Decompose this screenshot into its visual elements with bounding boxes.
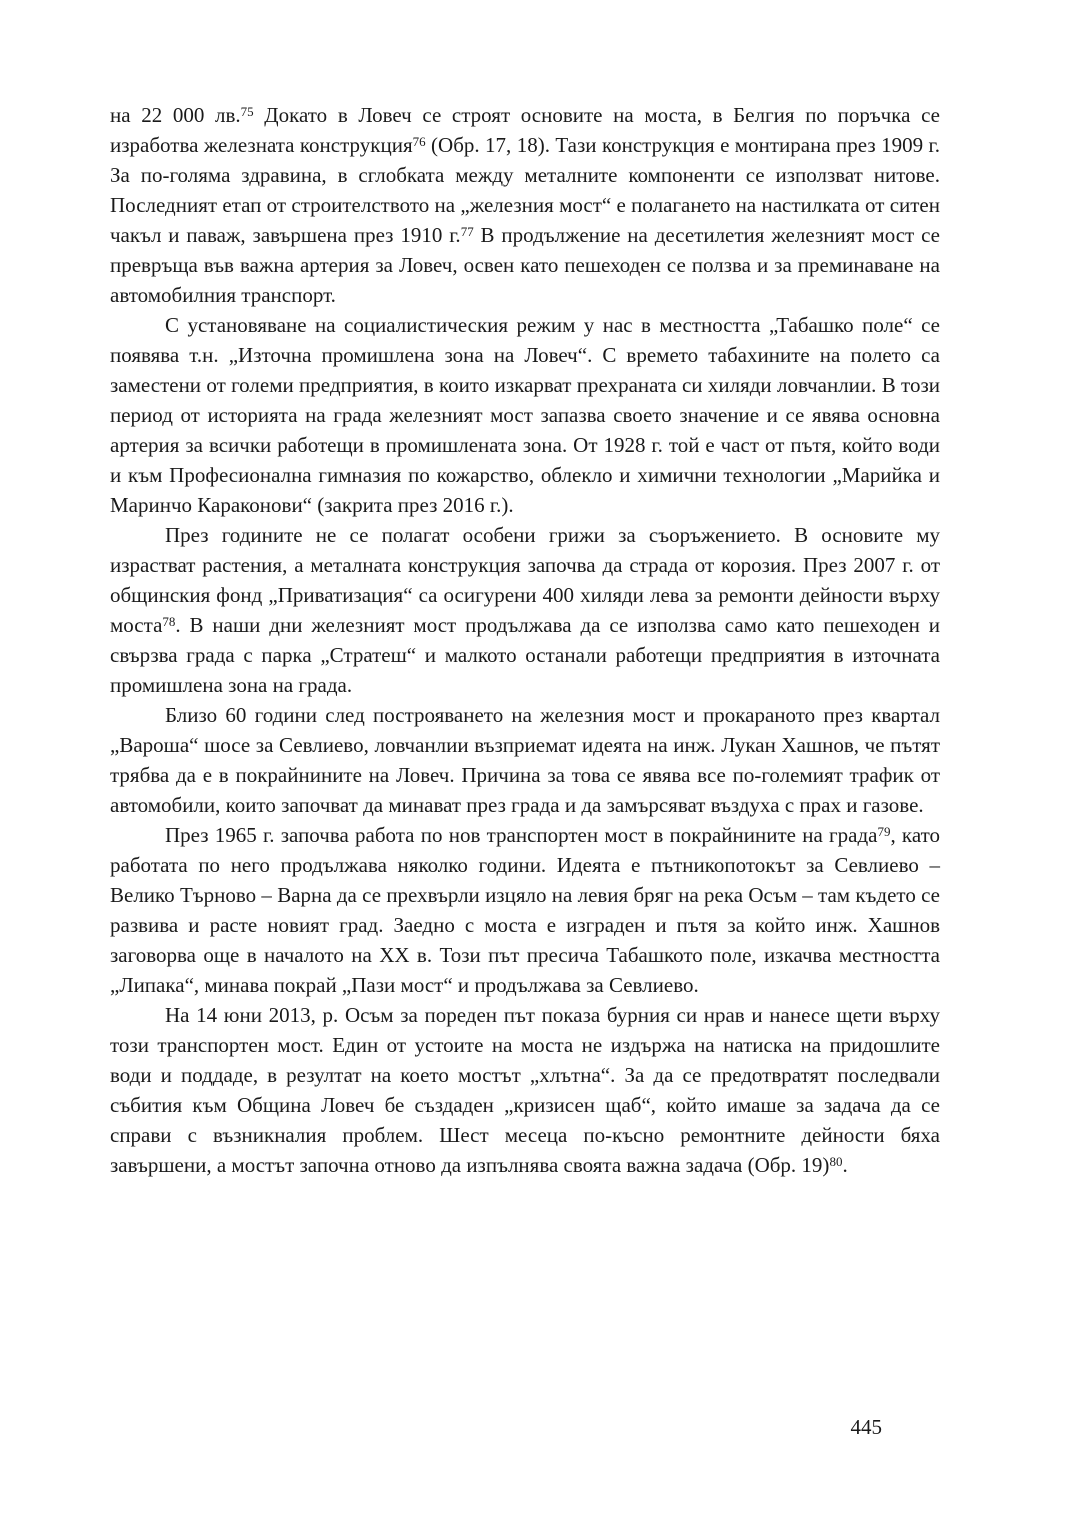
- paragraph: През 1965 г. започва работа по нов транспортен мост в покрайнините на града$^{79}$, като работата по него продължава няколко години. Идеята е пътникопотокът за Севлиево – Велико Търново – Варна да се прехвърли изцяло на левия бряг на река Осъм – там където се развива и расте новият град. Заедно с моста е изграден и пътя за който инж. Хашнов заговорва още в началото на ХХ в. Този път пресича Табашкото поле, изкачва местността „Липака“, минава покрай „Пази мост“ и продължава за Севлиево.: [110, 823, 940, 997]
- footnote-ref: 80: [829, 1154, 843, 1170]
- footnote-ref: 75: [240, 104, 254, 120]
- footnote-ref: 76: [412, 134, 426, 150]
- paragraph: На 14 юни 2013, р. Осъм за пореден път показа бурния си нрав и нанесе щети върху този транспортен мост. Един от устоите на моста не издържа на натиска на придошлите води и поддаде, в резултат на което мостът „хлътна“. За да се предотвратят последвали събития към Община Ловеч бе създаден „кризисен щаб“, който имаше за задача да се справи с възникналия проблем. Шест месеца по-късно ремонтните дейности бяха завършени, а мостът започна отново да изпълнява своята важна задача (Обр. 19)$^{80}$.: [110, 1003, 940, 1177]
- page-number: 445: [850, 1415, 882, 1439]
- footnote-ref: 79: [877, 824, 891, 840]
- paragraph: През годините не се полагат особени грижи за съоръжението. В основите му израстват растения, а металната конструкция започва да страда от корозия. През 2007 г. от общинския фонд „Приватизация“ са осигурени 400 хиляди лева за ремонти дейности върху моста$^{78}$. В наши дни железният мост продължава да се използва само като пешеходен и свързва града с парка „Стратеш“ и малкото останали работещи предприятия в източната промишлена зона на града.: [110, 523, 940, 697]
- paragraph: на 22 000 лв.$^{75}$ Докато в Ловеч се строят основите на моста, в Белгия по поръчка се изработва железната конструкция$^{76}$ (Обр. 17, 18). Тази конструкция е монтирана през 1909 г. За по-голяма здравина, в сглобката между металните компоненти се използват нитове. Последният етап от строителството на „железния мост“ е полагането на настилката от ситен чакъл и паваж, завършена през 1910 г.$^{77}$ В продължение на десетилетия железният мост се превръща във важна артерия за Ловеч, освен като пешеходен се ползва и за преминаване на автомобилния транспорт.: [110, 103, 941, 307]
- paragraph: С установяване на социалистическия режим у нас в местността „Табашко поле“ се появява т.н. „Източна промишлена зона на Ловеч“. С времето табахините на полето са заместени от големи предприятия, в които изкарват прехраната си хиляди ловчанлии. В този период от историята на града железният мост запазва своето значение и се явява основна артерия за всички работещи в промишлената зона. От 1928 г. той е част от пътя, който води и към Професионална гимназия по кожарство, облекло и химични технологии „Марийка и Маринчо Караконови“ (закрита през 2016 г.).: [110, 313, 940, 517]
- paragraph: Близо 60 години след построяването на железния мост и прокараното през квартал „Вароша“ шосе за Севлиево, ловчанлии възприемат идеята на инж. Лукан Хашнов, че пътят трябва да е в покрайнините на Ловеч. Причина за това се явява все по-големият трафик от автомобили, които започват да минават през града и да замърсяват въздуха с прах и газове.: [110, 703, 940, 817]
- article-body: [110, 100, 940, 1180]
- footnote-ref: 77: [460, 224, 474, 240]
- footnote-ref: 78: [162, 614, 176, 630]
